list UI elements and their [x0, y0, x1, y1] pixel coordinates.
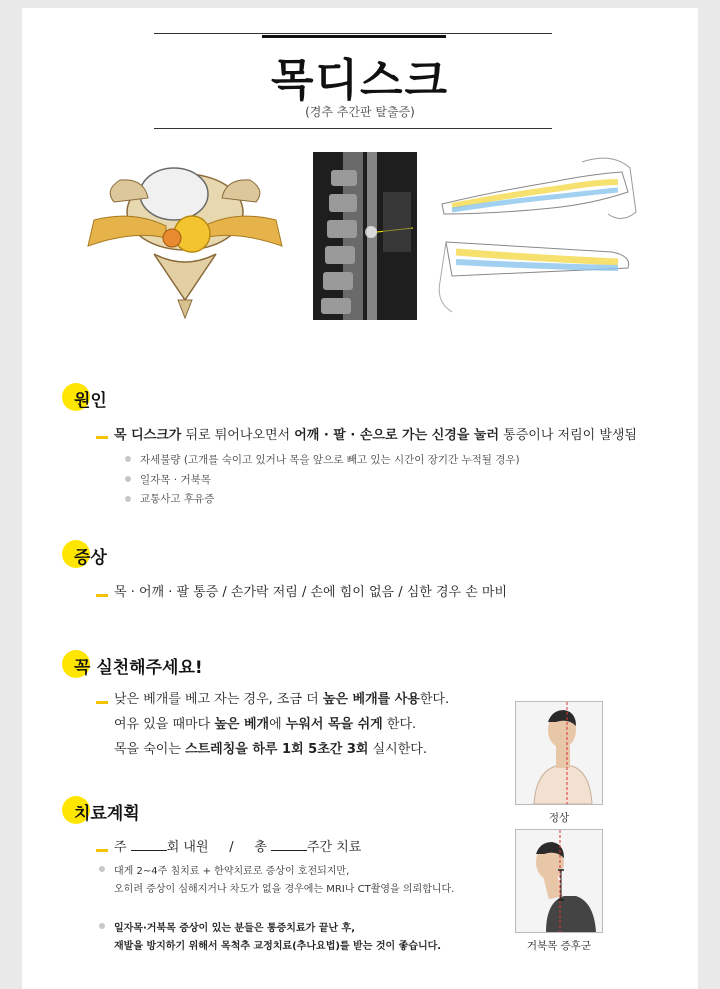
practice-line-1	[114, 688, 449, 707]
cause-main-part-1: 목 디스크가	[114, 428, 182, 443]
section-symptom-title: 증상	[74, 548, 107, 568]
plan-schedule-line	[114, 836, 361, 855]
normal-posture-photo	[515, 701, 603, 805]
mri-image	[313, 152, 417, 320]
practice-line-1-part-1: 낮은 베개를 베고 자는 경우, 조금 더	[114, 692, 323, 707]
section-cause-heading	[62, 383, 182, 413]
header-bottom-rule	[154, 128, 552, 129]
cause-dash	[96, 436, 108, 439]
practice-line-1-part-3: 한다.	[419, 692, 450, 707]
plan-note-2-line-1: 일자목·거북목 증상이 있는 분들은 통증치료가 끝난 후,	[114, 923, 356, 934]
section-plan-heading	[62, 796, 212, 826]
cause-bullet-2: 일자목 · 거북목	[140, 474, 211, 486]
plan-note-1-line-1: 대게 2~4주 침치료 + 한약치료로 증상이 호전되지만,	[114, 866, 350, 877]
plan-visits-prefix: 주	[114, 840, 127, 855]
turtle-neck-caption: 거북목 증후군	[526, 940, 592, 952]
practice-line-2-part-3: 에	[269, 717, 286, 732]
practice-line-2	[114, 713, 416, 732]
visits-blank	[131, 839, 167, 851]
cause-main-part-2: 뒤로 튀어나오면서	[181, 428, 295, 443]
section-symptom-heading	[62, 540, 182, 570]
page-subtitle: (경추 추간판 탈출증)	[305, 105, 415, 119]
cause-main-text	[114, 424, 637, 443]
practice-line-2-part-5: 한다.	[382, 717, 417, 732]
practice-line-3-part-1: 목을 숙이는	[114, 742, 186, 757]
bullet-dot	[125, 496, 131, 502]
practice-dash	[96, 701, 108, 704]
cause-bullet-1: 자세불량 (고개를 숙이고 있거나 목을 앞으로 빼고 있는 시간이 장기간 누적될 경우)	[140, 454, 520, 466]
arm-nerve-illustration	[432, 152, 644, 320]
plan-dash	[96, 849, 108, 852]
practice-line-2-part-1: 여유 있을 때마다	[114, 717, 215, 732]
plan-note-1-line-2: 오히려 증상이 심해지거나 차도가 없을 경우에는 MRI나 CT촬영을 의뢰합니다.	[114, 884, 455, 895]
section-cause-title: 원인	[74, 391, 107, 411]
weeks-blank	[271, 839, 307, 851]
header-top-rule	[154, 33, 552, 34]
practice-line-2-part-2: 높은 베개	[214, 717, 270, 732]
section-plan-title: 치료계획	[74, 804, 140, 824]
plan-total-prefix: 총	[254, 840, 267, 855]
section-practice-title: 꼭 실천해주세요!	[74, 658, 203, 678]
vertebra-illustration	[74, 150, 296, 320]
plan-note-2-line-2: 재발을 방지하기 위해서 목척추 교정치료(추나요법)를 받는 것이 좋습니다.	[114, 941, 442, 952]
practice-line-3	[114, 738, 427, 757]
cause-bullet-3: 교통사고 후유증	[140, 493, 215, 505]
header-top-rule-thick	[262, 35, 446, 38]
practice-line-3-part-2: 스트레칭을 하루 1회 5초간 3회	[185, 742, 369, 757]
practice-line-1-part-2: 높은 베개를 사용	[322, 692, 420, 707]
bullet-dot	[99, 866, 105, 872]
normal-posture-caption: 정상	[548, 812, 570, 824]
plan-total-suffix: 주간 치료	[306, 840, 362, 855]
symptom-dash	[96, 594, 108, 597]
plan-separator: /	[229, 840, 234, 855]
symptom-main-text: 목 · 어깨 · 팔 통증 / 손가락 저림 / 손에 힘이 없음 / 심한 경우 손 마비	[114, 585, 508, 600]
practice-line-2-part-4: 누워서 목을 쉬게	[285, 717, 383, 732]
cause-main-part-3: 어깨 · 팔 · 손으로 가는 신경을 눌러	[294, 428, 500, 443]
turtle-neck-photo	[515, 829, 603, 933]
page-title: 목디스크	[270, 55, 449, 106]
section-practice-heading	[62, 650, 262, 680]
cause-main-part-4: 통증이나 저림이 발생됨	[499, 428, 637, 443]
bullet-dot	[125, 456, 131, 462]
bullet-dot	[125, 476, 131, 482]
practice-line-3-part-3: 실시한다.	[368, 742, 427, 757]
bullet-dot	[99, 923, 105, 929]
plan-visits-suffix: 회 내원	[166, 840, 209, 855]
